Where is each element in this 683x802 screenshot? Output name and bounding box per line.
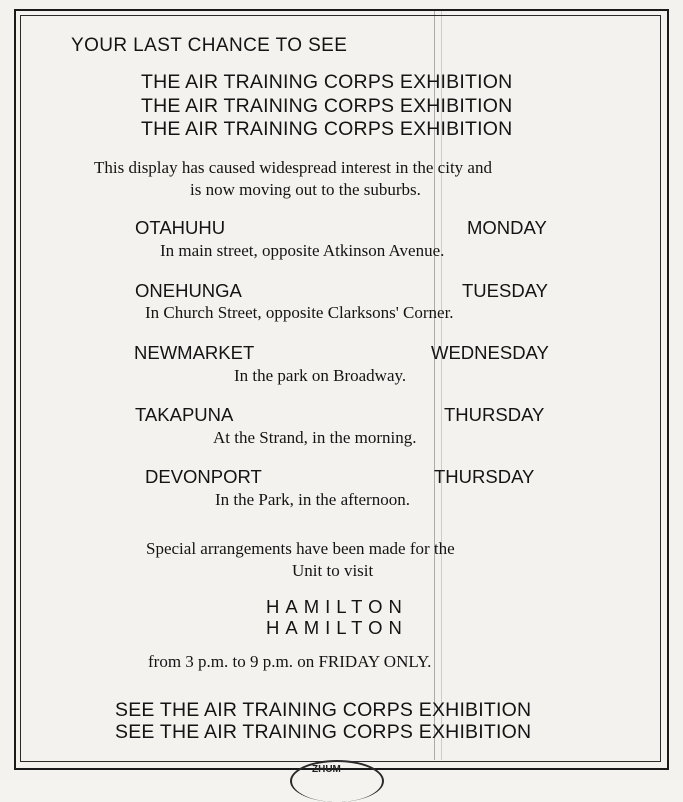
special-line-1: Special arrangements have been made for the	[146, 539, 455, 558]
intro-line-1: This display has caused widespread interest in the city and	[94, 158, 492, 177]
place-devonport: DEVONPORT	[145, 466, 262, 487]
hamilton-line-2: HAMILTON	[266, 617, 408, 638]
exhibition-title-line-3: THE AIR TRAINING CORPS EXHIBITION	[141, 118, 513, 140]
footer-line-2: SEE THE AIR TRAINING CORPS EXHIBITION	[115, 721, 532, 743]
exhibition-title-line-2: THE AIR TRAINING CORPS EXHIBITION	[141, 95, 513, 117]
special-line-2: Unit to visit	[292, 561, 374, 580]
day-thursday-takapuna: THURSDAY	[444, 404, 545, 425]
exhibition-title-line-1: THE AIR TRAINING CORPS EXHIBITION	[141, 71, 513, 93]
place-takapuna: TAKAPUNA	[135, 404, 234, 425]
day-monday: MONDAY	[467, 217, 547, 238]
intro-line-2: is now moving out to the suburbs.	[190, 180, 421, 199]
day-wednesday: WEDNESDAY	[431, 342, 549, 363]
detail-newmarket: In the park on Broadway.	[234, 366, 407, 385]
stamp-text: ZHUM	[312, 764, 341, 775]
place-onehunga: ONEHUNGA	[135, 280, 242, 301]
friday-line: from 3 p.m. to 9 p.m. on FRIDAY ONLY.	[148, 652, 432, 671]
detail-devonport: In the Park, in the afternoon.	[215, 490, 410, 509]
last-chance-heading: YOUR LAST CHANCE TO SEE	[71, 35, 348, 56]
day-tuesday: TUESDAY	[462, 280, 549, 301]
detail-takapuna: At the Strand, in the morning.	[213, 428, 417, 447]
footer-line-1: SEE THE AIR TRAINING CORPS EXHIBITION	[115, 699, 532, 721]
place-newmarket: NEWMARKET	[134, 342, 255, 363]
detail-onehunga: In Church Street, opposite Clarksons' Corner.	[145, 303, 454, 322]
place-otahuhu: OTAHUHU	[135, 217, 226, 238]
hamilton-line-1: HAMILTON	[266, 596, 408, 617]
day-thursday-devonport: THURSDAY	[434, 466, 535, 487]
detail-otahuhu: In main street, opposite Atkinson Avenue.	[160, 241, 445, 260]
